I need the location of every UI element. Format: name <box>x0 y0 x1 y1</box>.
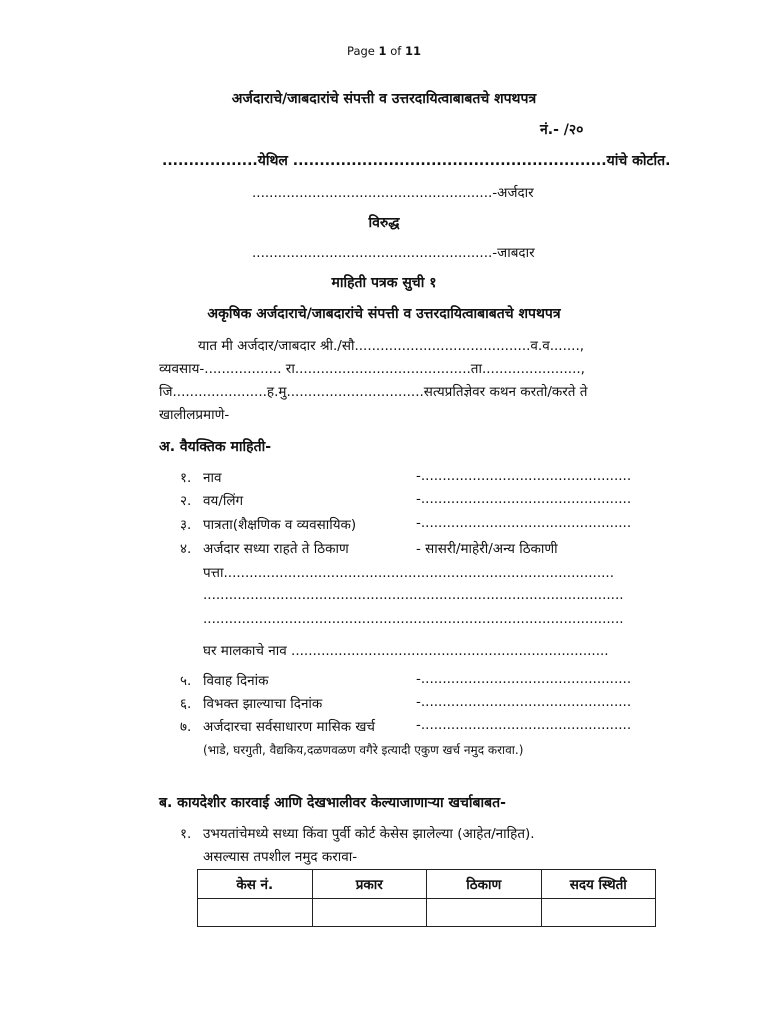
table-header-case-no: केस नं. <box>198 870 313 899</box>
page-total: 11 <box>404 44 421 58</box>
table-cell <box>198 899 313 927</box>
item-value-residence: - सासरी/माहेरी/अन्य ठिकाणी <box>416 541 558 557</box>
item-num: ७. <box>180 719 192 735</box>
item-label-age-gender: वय/लिंग <box>203 493 244 509</box>
page-of: of <box>386 44 405 58</box>
page-number: 1 <box>378 44 387 58</box>
table-header-row <box>198 870 656 899</box>
court-cases-question: उभयतांचेमध्ये सध्या किंवा पुर्वी कोर्ट केसेस झालेल्या (आहेत/नाहित). <box>203 826 535 842</box>
item-value-marriage-date: -................................................. <box>416 671 632 687</box>
expense-note: (भाडे, घरगुती, वैद्यकिय,दळणवळण वगैरे इत्यादी एकुण खर्च नमुद करावा.) <box>203 743 524 757</box>
item-num: १. <box>180 826 192 842</box>
item-value-monthly-expense: -................................................. <box>416 717 632 733</box>
item-num: ५. <box>180 673 192 689</box>
item-num: १. <box>180 470 192 486</box>
table-row <box>198 899 656 927</box>
item-num: २. <box>180 493 192 509</box>
address-line-1: पत्ता........................................................................................... <box>203 565 614 581</box>
table-cell <box>312 899 427 927</box>
item-num: ३. <box>180 517 192 533</box>
section-a-heading: अ. वैयक्तिक माहिती- <box>159 439 272 455</box>
section-b-heading: ब. कायदेशीर कारवाई आणि देखभालीवर केल्याजाणाऱ्या खर्चाबाबत- <box>159 795 506 811</box>
intro-line-1: यात मी अर्जदार/जाबदार श्री./सौ.........................................व.व......., <box>198 338 585 354</box>
table-cell <box>427 899 542 927</box>
item-num: ६. <box>180 696 192 712</box>
schedule-title: माहिती पत्रक सुची १ <box>331 275 437 291</box>
item-num: ४. <box>180 541 192 557</box>
item-label-marriage-date: विवाह दिनांक <box>203 673 269 689</box>
page-indicator <box>0 44 768 58</box>
item-value-separation-date: -................................................. <box>416 694 632 710</box>
intro-line-4: खालीलप्रमाणे- <box>159 407 230 423</box>
table-header-status: सदय स्थिती <box>541 870 656 899</box>
item-value-qualification: -................................................. <box>416 515 632 531</box>
table-header-type: प्रकार <box>312 870 427 899</box>
landlord-name-line: घर मालकाचे नाव .......................................................................... <box>203 643 609 659</box>
respondent-line: ........................................................-जाबदार <box>252 245 535 261</box>
document-title: अर्जदाराचे/जाबदारांचे संपत्ती व उत्तरदायित्वाबाबतचे शपथपत्र <box>231 91 537 107</box>
applicant-line: ........................................................-अर्जदार <box>252 185 534 201</box>
table-cell <box>541 899 656 927</box>
item-label-name: नाव <box>203 470 222 486</box>
court-line: ..................येथिल ...........................................................यांचे कोर्टात. <box>162 153 671 169</box>
page-prefix: Page <box>347 44 379 58</box>
intro-line-3: जि......................ह.मु................................सत्यप्रतिज्ञेवर कथन करतो/करते ते <box>159 384 588 400</box>
item-label-monthly-expense: अर्जदारचा सर्वसाधारण मासिक खर्च <box>203 719 375 735</box>
item-label-residence: अर्जदार सध्या राहते ते ठिकाण <box>203 541 349 557</box>
item-label-separation-date: विभक्त झाल्याचा दिनांक <box>203 696 323 712</box>
table-header-place: ठिकाण <box>427 870 542 899</box>
address-line-2: .................................................................................................. <box>203 587 624 603</box>
court-cases-instruction: असल्यास तपशील नमुद करावा- <box>203 849 358 865</box>
item-value-age-gender: -................................................. <box>416 491 632 507</box>
address-line-3: .................................................................................................. <box>203 611 624 627</box>
versus-label: विरुद्ध <box>368 215 400 231</box>
affidavit-subtitle: अकृषिक अर्जदाराचे/जाबदारांचे संपत्ती व उत्तरदायित्वाबाबतचे शपथपत्र <box>207 306 561 322</box>
item-label-qualification: पात्रता(शैक्षणिक व व्यवसायिक) <box>203 517 357 533</box>
court-cases-table <box>197 869 656 927</box>
intro-line-2: व्यवसाय-.................. रा.........................................ता......................., <box>159 361 585 377</box>
item-value-name: -................................................. <box>416 468 632 484</box>
case-number: नं.- /२० <box>540 122 584 138</box>
